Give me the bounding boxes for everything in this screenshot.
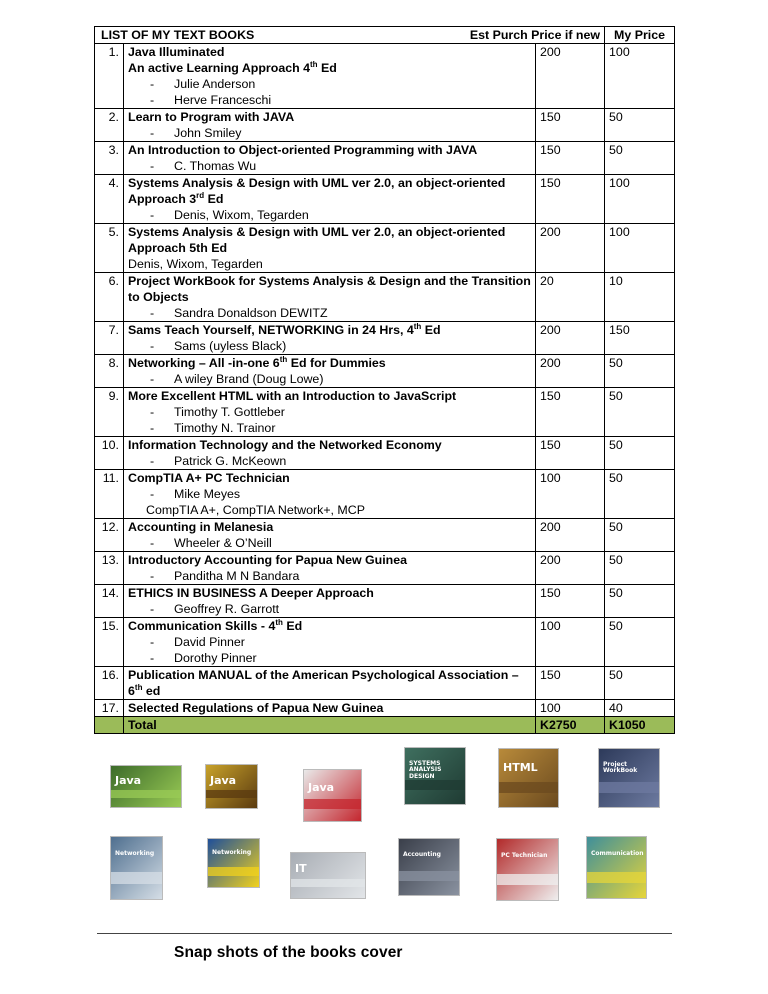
book-title: Accounting in Melanesia bbox=[128, 520, 274, 534]
my-price: 50 bbox=[605, 618, 675, 667]
book-details bbox=[124, 224, 536, 273]
information-technology-cover bbox=[290, 852, 366, 899]
book-author: - Sandra Donaldson DEWITZ bbox=[128, 305, 531, 321]
networking-24hrs-cover bbox=[110, 836, 163, 900]
book-row bbox=[95, 437, 675, 470]
book-row bbox=[95, 109, 675, 142]
books-table bbox=[94, 26, 675, 734]
book-title: Project WorkBook for Systems Analysis & Design and the Transition bbox=[128, 274, 531, 288]
cover-title: Project WorkBook bbox=[603, 761, 638, 775]
est-price: 150 bbox=[536, 667, 605, 700]
book-title: Communication Skills - 4th Ed bbox=[128, 617, 303, 633]
book-number: 10. bbox=[95, 437, 124, 470]
book-author: - Herve Franceschi bbox=[128, 92, 531, 108]
book-details bbox=[124, 355, 536, 388]
book-row bbox=[95, 142, 675, 175]
cover-title: Java bbox=[115, 774, 142, 787]
my-price: 50 bbox=[605, 355, 675, 388]
book-author: - Panditha M N Bandara bbox=[128, 568, 531, 584]
book-number: 1. bbox=[95, 44, 124, 109]
book-title: ETHICS IN BUSINESS A Deeper Approach bbox=[128, 586, 374, 600]
book-number: 6. bbox=[95, 273, 124, 322]
cover-title: Accounting bbox=[403, 851, 441, 858]
book-title-continued: 6th ed bbox=[128, 682, 161, 698]
book-author: - Denis, Wixom, Tegarden bbox=[128, 207, 531, 223]
book-title: Networking – All -in-one 6th Ed for Dummies bbox=[128, 354, 386, 370]
book-title: More Excellent HTML with an Introduction to JavaScript bbox=[128, 389, 457, 403]
book-author: - A wiley Brand (Doug Lowe) bbox=[128, 371, 531, 387]
est-price: 100 bbox=[536, 618, 605, 667]
book-number: 12. bbox=[95, 519, 124, 552]
book-title-continued: An active Learning Approach 4th Ed bbox=[128, 59, 337, 75]
book-details bbox=[124, 470, 536, 519]
project-workbook-cover bbox=[598, 748, 660, 808]
est-price: 150 bbox=[536, 437, 605, 470]
list-title: LIST OF MY TEXT BOOKS bbox=[101, 28, 255, 42]
book-row bbox=[95, 388, 675, 437]
networking-dummies-cover bbox=[207, 838, 260, 888]
more-excellent-html-cover bbox=[498, 748, 559, 808]
book-title: Systems Analysis & Design with UML ver 2.0, an object-oriented bbox=[128, 225, 506, 239]
book-details bbox=[124, 175, 536, 224]
header-row bbox=[95, 27, 675, 44]
book-title: CompTIA A+ PC Technician bbox=[128, 471, 290, 485]
est-price: 100 bbox=[536, 700, 605, 717]
accounting-cover bbox=[398, 838, 460, 896]
object-oriented-java-cover bbox=[303, 769, 362, 822]
book-row bbox=[95, 700, 675, 717]
est-price: 150 bbox=[536, 585, 605, 618]
book-number: 2. bbox=[95, 109, 124, 142]
my-price: 50 bbox=[605, 470, 675, 519]
book-author: - Timothy N. Trainor bbox=[128, 420, 531, 436]
my-price: 40 bbox=[605, 700, 675, 717]
my-price: 50 bbox=[605, 437, 675, 470]
book-details bbox=[124, 322, 536, 355]
book-details bbox=[124, 109, 536, 142]
my-price: 50 bbox=[605, 109, 675, 142]
est-price: 200 bbox=[536, 44, 605, 109]
my-price: 50 bbox=[605, 667, 675, 700]
book-details bbox=[124, 585, 536, 618]
cover-title: HTML bbox=[503, 761, 538, 774]
book-title: Learn to Program with JAVA bbox=[128, 110, 295, 124]
book-row bbox=[95, 224, 675, 273]
book-row bbox=[95, 273, 675, 322]
cover-title: SYSTEMS ANALYSIS DESIGN bbox=[409, 760, 442, 780]
cover-title: Networking bbox=[212, 849, 252, 856]
book-number: 14. bbox=[95, 585, 124, 618]
est-price: 150 bbox=[536, 388, 605, 437]
my-price: 150 bbox=[605, 322, 675, 355]
book-authors: Denis, Wixom, Tegarden bbox=[128, 257, 263, 271]
est-price: 150 bbox=[536, 109, 605, 142]
my-price-header: My Price bbox=[605, 27, 675, 44]
book-row bbox=[95, 44, 675, 109]
book-details bbox=[124, 519, 536, 552]
book-number: 3. bbox=[95, 142, 124, 175]
book-number: 15. bbox=[95, 618, 124, 667]
est-price: 200 bbox=[536, 552, 605, 585]
book-number: 17. bbox=[95, 700, 124, 717]
cover-title: IT bbox=[295, 862, 307, 875]
book-row bbox=[95, 322, 675, 355]
cover-title: Java bbox=[210, 774, 237, 787]
cover-title: PC Technician bbox=[501, 852, 548, 859]
book-author: - Wheeler & O’Neill bbox=[128, 535, 531, 551]
book-details bbox=[124, 618, 536, 667]
est-price: 200 bbox=[536, 519, 605, 552]
book-number: 7. bbox=[95, 322, 124, 355]
est-price-header: Est Purch Price if new bbox=[469, 28, 601, 42]
cover-title: Networking bbox=[115, 850, 155, 857]
my-price: 50 bbox=[605, 142, 675, 175]
header-cell bbox=[95, 27, 605, 44]
book-title: Introductory Accounting for Papua New Guinea bbox=[128, 553, 408, 567]
covers-caption: Snap shots of the books cover bbox=[174, 944, 403, 961]
book-number: 8. bbox=[95, 355, 124, 388]
book-title-continued: Approach 5th Ed bbox=[128, 241, 228, 255]
total-row bbox=[95, 717, 675, 734]
book-row bbox=[95, 618, 675, 667]
book-number: 11. bbox=[95, 470, 124, 519]
java-smiley-cover bbox=[205, 764, 258, 809]
est-price: 200 bbox=[536, 224, 605, 273]
book-note: CompTIA A+, CompTIA Network+, MCP bbox=[146, 503, 365, 517]
book-title: Java Illuminated bbox=[128, 45, 225, 59]
book-details bbox=[124, 44, 536, 109]
book-author: - Dorothy Pinner bbox=[128, 650, 531, 666]
book-title: An Introduction to Object-oriented Programming with JAVA bbox=[128, 143, 478, 157]
est-price: 20 bbox=[536, 273, 605, 322]
book-title-continued: to Objects bbox=[128, 290, 189, 304]
est-price: 200 bbox=[536, 322, 605, 355]
book-row bbox=[95, 585, 675, 618]
book-number: 16. bbox=[95, 667, 124, 700]
book-title-continued: Approach 3rd Ed bbox=[128, 190, 224, 206]
book-author: - Geoffrey R. Garrott bbox=[128, 601, 531, 617]
book-row bbox=[95, 175, 675, 224]
book-number: 4. bbox=[95, 175, 124, 224]
est-price: 150 bbox=[536, 175, 605, 224]
book-row bbox=[95, 519, 675, 552]
book-number: 9. bbox=[95, 388, 124, 437]
book-author: - Mike Meyes bbox=[128, 486, 531, 502]
book-author: - C. Thomas Wu bbox=[128, 158, 531, 174]
book-author: - Timothy T. Gottleber bbox=[128, 404, 531, 420]
my-price: 50 bbox=[605, 552, 675, 585]
book-details bbox=[124, 437, 536, 470]
my-price: 10 bbox=[605, 273, 675, 322]
my-price: 50 bbox=[605, 519, 675, 552]
book-details bbox=[124, 388, 536, 437]
book-row bbox=[95, 552, 675, 585]
book-details bbox=[124, 142, 536, 175]
cover-title: Java bbox=[308, 781, 335, 794]
comptia-cover bbox=[496, 838, 559, 901]
book-title: Information Technology and the Networked Economy bbox=[128, 438, 442, 452]
total-est-price: K2750 bbox=[536, 717, 605, 734]
my-price: 100 bbox=[605, 175, 675, 224]
my-price: 50 bbox=[605, 585, 675, 618]
book-title: Sams Teach Yourself, NETWORKING in 24 Hrs, 4th Ed bbox=[128, 321, 441, 337]
book-details bbox=[124, 552, 536, 585]
total-label: Total bbox=[124, 717, 536, 734]
book-author: - John Smiley bbox=[128, 125, 531, 141]
book-row bbox=[95, 667, 675, 700]
total-num-cell bbox=[95, 717, 124, 734]
my-price: 100 bbox=[605, 224, 675, 273]
book-number: 13. bbox=[95, 552, 124, 585]
book-row bbox=[95, 355, 675, 388]
est-price: 100 bbox=[536, 470, 605, 519]
my-price: 50 bbox=[605, 388, 675, 437]
my-price: 100 bbox=[605, 44, 675, 109]
divider bbox=[97, 933, 672, 934]
book-details bbox=[124, 667, 536, 700]
book-details bbox=[124, 273, 536, 322]
book-author: - Sams (uyless Black) bbox=[128, 338, 531, 354]
book-details bbox=[124, 700, 536, 717]
est-price: 150 bbox=[536, 142, 605, 175]
book-title: Systems Analysis & Design with UML ver 2.0, an object-oriented bbox=[128, 176, 506, 190]
book-author: - Julie Anderson bbox=[128, 76, 531, 92]
book-author: - Patrick G. McKeown bbox=[128, 453, 531, 469]
book-title: Publication MANUAL of the American Psychological Association – bbox=[128, 668, 519, 682]
java-illuminated-cover bbox=[110, 765, 182, 808]
cover-title: Communication bbox=[591, 850, 644, 857]
est-price: 200 bbox=[536, 355, 605, 388]
communication-skills-cover bbox=[586, 836, 647, 899]
systems-analysis-cover bbox=[404, 747, 466, 805]
book-row bbox=[95, 470, 675, 519]
book-title: Selected Regulations of Papua New Guinea bbox=[128, 701, 384, 715]
book-number: 5. bbox=[95, 224, 124, 273]
total-my-price: K1050 bbox=[605, 717, 675, 734]
book-author: - David Pinner bbox=[128, 634, 531, 650]
